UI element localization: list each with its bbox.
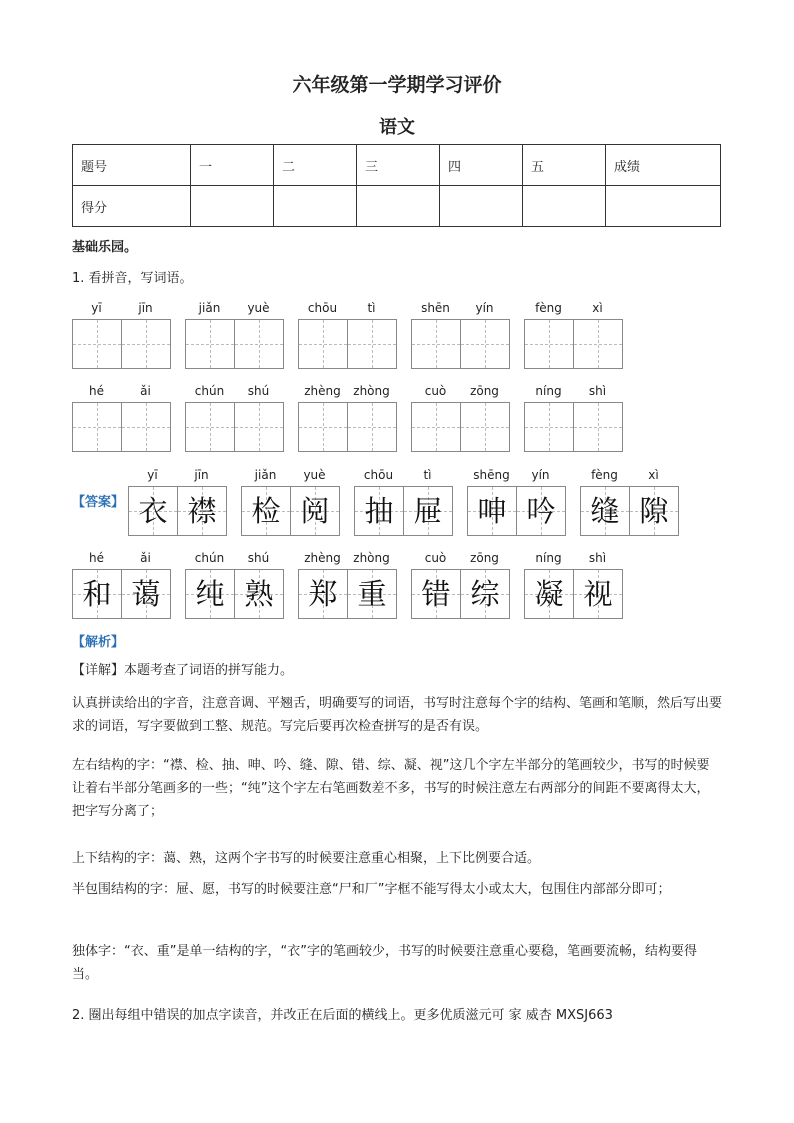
writing-word-box	[298, 384, 396, 452]
writing-cell[interactable]	[460, 403, 509, 451]
answer-word-box	[580, 468, 678, 536]
writing-cell[interactable]	[121, 320, 170, 368]
pinyin: ǎi	[140, 384, 151, 398]
writing-word-box	[72, 301, 170, 369]
pinyin: yín	[531, 468, 550, 482]
writing-word-box	[72, 384, 170, 452]
answer-word-box	[72, 551, 170, 619]
writing-word-box	[411, 384, 509, 452]
answer-char: 综	[470, 577, 500, 611]
answer-label: 【答案】	[72, 495, 125, 510]
answer-char: 郑	[308, 577, 338, 611]
writing-cell[interactable]	[347, 403, 396, 451]
pinyin: chún	[194, 384, 225, 398]
writing-cell[interactable]	[186, 320, 234, 368]
pinyin: tì	[367, 301, 376, 315]
answer-word-box	[128, 468, 226, 536]
table-cell: 一	[191, 145, 274, 186]
pinyin: hé	[89, 551, 104, 565]
analysis-paragraph: 左右结构的字：“襟、检、抽、呻、吟、缝、隙、错、综、凝、视”这几个字左半部分的笔画较少，书写的时候要让着右半部分笔画多的一些；“纯”这个字左右笔画数差不多，书写的时候注意左右两部分的间距不要离得太大，把字写分离了；	[72, 758, 710, 819]
pinyin: shēn	[421, 301, 450, 315]
answer-char: 检	[251, 494, 281, 528]
question-2-prompt: 2. 圈出每组中错误的加点字读音，并改正在后面的横线上。更多优质滋元可 家 威杏 MXSJ663	[72, 1008, 613, 1023]
pinyin: jīn	[194, 468, 209, 482]
pinyin: yī	[91, 301, 102, 315]
writing-word-box	[524, 384, 622, 452]
pinyin: yuè	[247, 301, 270, 315]
section-title: 基础乐园。	[72, 240, 138, 255]
answer-char: 屉	[413, 494, 443, 528]
pinyin: chún	[194, 551, 225, 565]
writing-cell[interactable]	[525, 403, 573, 451]
answer-char: 熟	[244, 577, 274, 611]
table-cell: 五	[523, 145, 606, 186]
analysis-paragraph: 独体字：“衣、重”是单一结构的字，“衣”字的笔画较少，书写的时候要注意重心要稳，笔画要流畅，结构要得当。	[72, 944, 697, 982]
pinyin: cuò	[424, 384, 447, 398]
pinyin: yī	[147, 468, 158, 482]
writing-cell[interactable]	[299, 320, 347, 368]
answer-word-box	[298, 551, 396, 619]
pinyin: zōng	[470, 551, 499, 565]
answer-word-box	[354, 468, 452, 536]
answer-char: 吟	[526, 494, 556, 528]
writing-cell[interactable]	[412, 320, 460, 368]
writing-cell[interactable]	[573, 403, 622, 451]
pinyin: ǎi	[140, 551, 151, 565]
answer-char: 错	[421, 577, 451, 611]
pinyin: shú	[247, 551, 270, 565]
writing-cell[interactable]	[73, 320, 121, 368]
writing-cell[interactable]	[347, 320, 396, 368]
writing-word-box	[185, 301, 283, 369]
pinyin: zhòng	[353, 551, 390, 565]
writing-cell[interactable]	[460, 320, 509, 368]
writing-cell[interactable]	[573, 320, 622, 368]
answer-char: 呻	[477, 494, 507, 528]
pinyin: chōu	[363, 468, 394, 482]
pinyin: yín	[475, 301, 494, 315]
answer-word-box	[185, 551, 283, 619]
answer-char: 衣	[138, 494, 168, 528]
writing-word-box	[298, 301, 396, 369]
writing-cell[interactable]	[299, 403, 347, 451]
table-cell: 二	[274, 145, 357, 186]
writing-cell[interactable]	[73, 403, 121, 451]
pinyin: zhèng	[304, 551, 341, 565]
answer-char: 纯	[195, 577, 225, 611]
score-input-cell[interactable]	[606, 186, 721, 227]
table-cell: 四	[440, 145, 523, 186]
pinyin: shú	[247, 384, 270, 398]
answer-char: 阅	[300, 494, 330, 528]
answer-word-box	[411, 551, 509, 619]
writing-cell[interactable]	[234, 403, 283, 451]
analysis-paragraph: 认真拼读给出的字音，注意音调、平翘舌，明确要写的词语，书写时注意每个字的结构、笔画和笔顺，然后写出要求的词语，写字要做到工整、规范。写完后要再次检查拼写的是否有误。	[72, 696, 723, 734]
writing-cell[interactable]	[525, 320, 573, 368]
pinyin: zōng	[470, 384, 499, 398]
pinyin: xì	[648, 468, 659, 482]
question-1-prompt: 1. 看拼音，写词语。	[72, 271, 193, 286]
table-cell: 三	[357, 145, 440, 186]
writing-word-box	[185, 384, 283, 452]
answer-word-box	[241, 468, 339, 536]
writing-cell[interactable]	[121, 403, 170, 451]
pinyin: zhèng	[304, 384, 341, 398]
answer-char: 抽	[364, 494, 394, 528]
pinyin: níng	[535, 384, 562, 398]
pinyin: fèng	[535, 301, 562, 315]
pinyin: shì	[588, 384, 607, 398]
answer-word-box	[524, 551, 622, 619]
answer-char: 隙	[639, 494, 669, 528]
table-cell: 得分	[73, 186, 191, 227]
writing-cell[interactable]	[186, 403, 234, 451]
pinyin: zhòng	[353, 384, 390, 398]
pinyin: níng	[535, 551, 562, 565]
pinyin: hé	[89, 384, 104, 398]
analysis-label: 【解析】	[72, 635, 125, 650]
subject-title: 语文	[379, 117, 415, 138]
answer-char: 重	[357, 577, 387, 611]
writing-cell[interactable]	[234, 320, 283, 368]
answer-char: 襟	[187, 494, 217, 528]
analysis-paragraph: 半包围结构的字：屉、愿，书写的时候要注意“尸和厂”字框不能写得太小或太大，包围住内部部分即可；	[72, 882, 671, 897]
writing-word-box	[524, 301, 622, 369]
score-table-score-row	[73, 186, 721, 227]
pinyin: jiǎn	[254, 468, 277, 482]
answer-char: 凝	[534, 577, 564, 611]
answer-char: 缝	[590, 494, 620, 528]
answer-char: 和	[82, 577, 112, 611]
pinyin: xì	[592, 301, 603, 315]
score-input-cell[interactable]	[440, 186, 523, 227]
score-input-cell[interactable]	[357, 186, 440, 227]
answer-char: 视	[583, 577, 613, 611]
analysis-paragraph: 上下结构的字：蔼、熟，这两个字书写的时候要注意重心相聚，上下比例要合适。	[72, 851, 541, 866]
pinyin: yuè	[303, 468, 326, 482]
score-input-cell[interactable]	[191, 186, 274, 227]
score-table-header-row	[73, 145, 721, 186]
pinyin: jiǎn	[198, 301, 221, 315]
writing-word-box	[411, 301, 509, 369]
table-cell: 成绩	[606, 145, 721, 186]
score-input-cell[interactable]	[274, 186, 357, 227]
pinyin: cuò	[424, 551, 447, 565]
score-table	[72, 144, 721, 227]
writing-cell[interactable]	[412, 403, 460, 451]
pinyin: chōu	[307, 301, 338, 315]
pinyin: jīn	[138, 301, 153, 315]
page-title: 六年级第一学期学习评价	[292, 74, 502, 96]
pinyin: shēng	[473, 468, 510, 482]
answer-word-box	[467, 468, 565, 536]
analysis-paragraph: 【详解】本题考查了词语的拼写能力。	[72, 663, 294, 678]
pinyin: tì	[423, 468, 432, 482]
score-input-cell[interactable]	[523, 186, 606, 227]
table-cell: 题号	[73, 145, 191, 186]
pinyin: shì	[588, 551, 607, 565]
answer-char: 蔼	[131, 577, 161, 611]
pinyin: fèng	[591, 468, 618, 482]
